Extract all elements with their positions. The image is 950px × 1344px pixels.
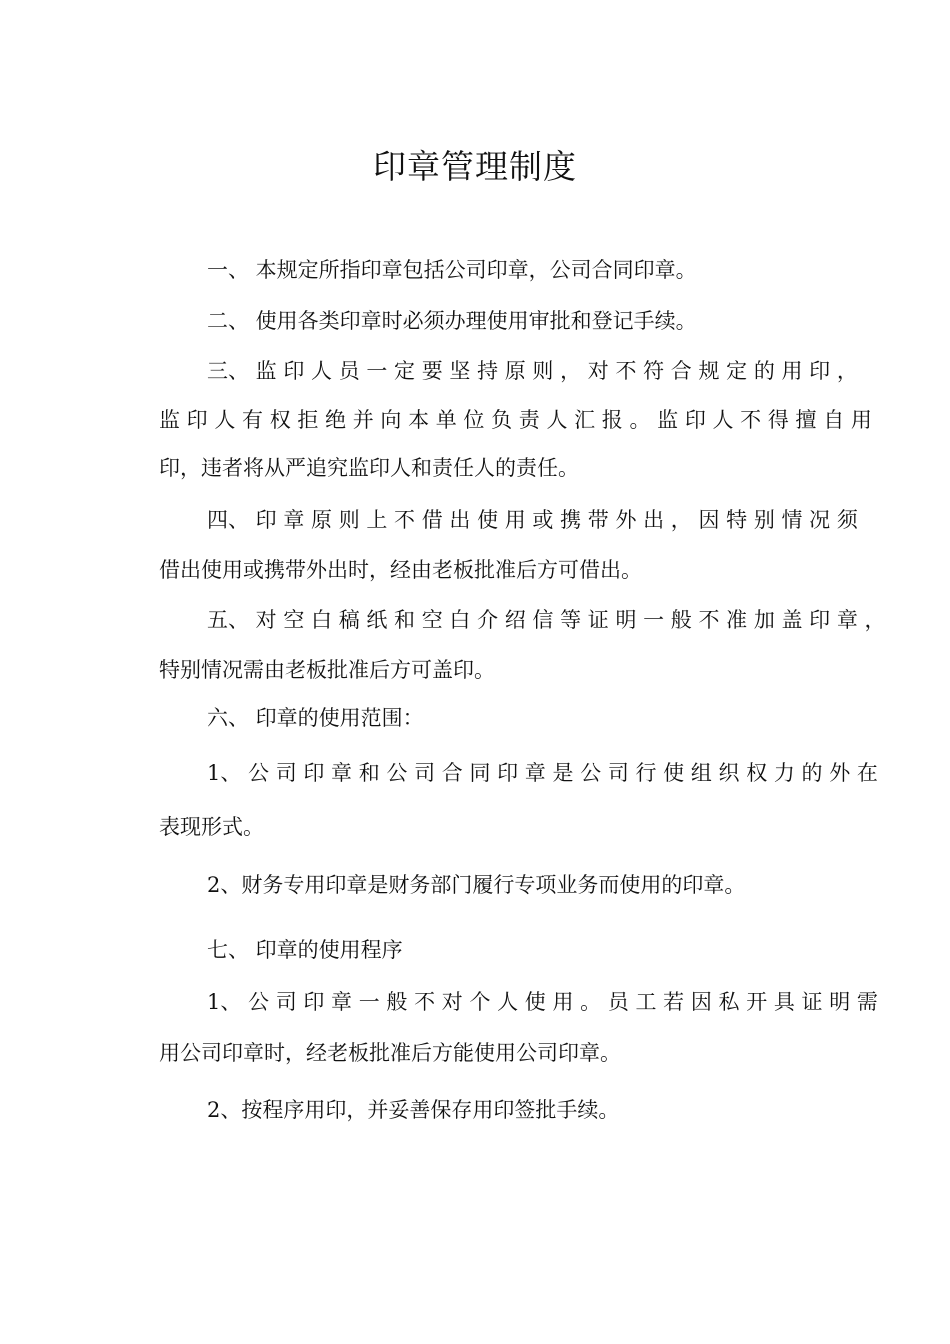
clause-5-line-2: 特别情况需由老板批准后方可盖印。 xyxy=(159,658,495,682)
clause-7-item-1-line-1: 1、 公 司 印 章 一 般 不 对 个 人 使 用 。 员 工 若 因 私 开 具 证 明 需 xyxy=(207,990,878,1014)
clause-7-item-1-line-2: 用公司印章时，经老板批准后方能使用公司印章。 xyxy=(159,1041,621,1065)
clause-6-item-1-line-1: 1、 公 司 印 章 和 公 司 合 同 印 章 是 公 司 行 使 组 织 权 力 的 外 在 xyxy=(207,761,878,785)
clause-3-line-3: 印，违者将从严追究监印人和责任人的责任。 xyxy=(159,456,579,480)
clause-1: 一、 本规定所指印章包括公司印章，公司合同印章。 xyxy=(207,258,697,282)
clause-4-line-2: 借出使用或携带外出时，经由老板批准后方可借出。 xyxy=(159,558,642,582)
clause-5-line-1: 五、 对 空 白 稿 纸 和 空 白 介 绍 信 等 证 明 一 般 不 准 加 盖 印 章 ， xyxy=(207,608,886,632)
clause-6-heading: 六、 印章的使用范围： xyxy=(207,706,424,730)
clause-3-line-2: 监 印 人 有 权 拒 绝 并 向 本 单 位 负 责 人 汇 报 。 监 印 人 不 得 擅 自 用 xyxy=(159,408,872,432)
clause-6-item-2: 2、财务专用印章是财务部门履行专项业务而使用的印章。 xyxy=(207,873,746,897)
clause-2: 二、 使用各类印章时必须办理使用审批和登记手续。 xyxy=(207,309,697,333)
clause-6-item-1-line-2: 表现形式。 xyxy=(159,815,264,839)
document-title: 印章管理制度 xyxy=(373,147,577,186)
clause-7-item-2: 2、按程序用印，并妥善保存用印签批手续。 xyxy=(207,1098,620,1122)
clause-4-line-1: 四、 印 章 原 则 上 不 借 出 使 用 或 携 带 外 出 ， 因 特 别 情 况 须 xyxy=(207,508,858,532)
clause-7-heading: 七、 印章的使用程序 xyxy=(207,938,403,962)
clause-3-line-1: 三、 监 印 人 员 一 定 要 坚 持 原 则 ， 对 不 符 合 规 定 的 用 印 ， xyxy=(207,359,858,383)
